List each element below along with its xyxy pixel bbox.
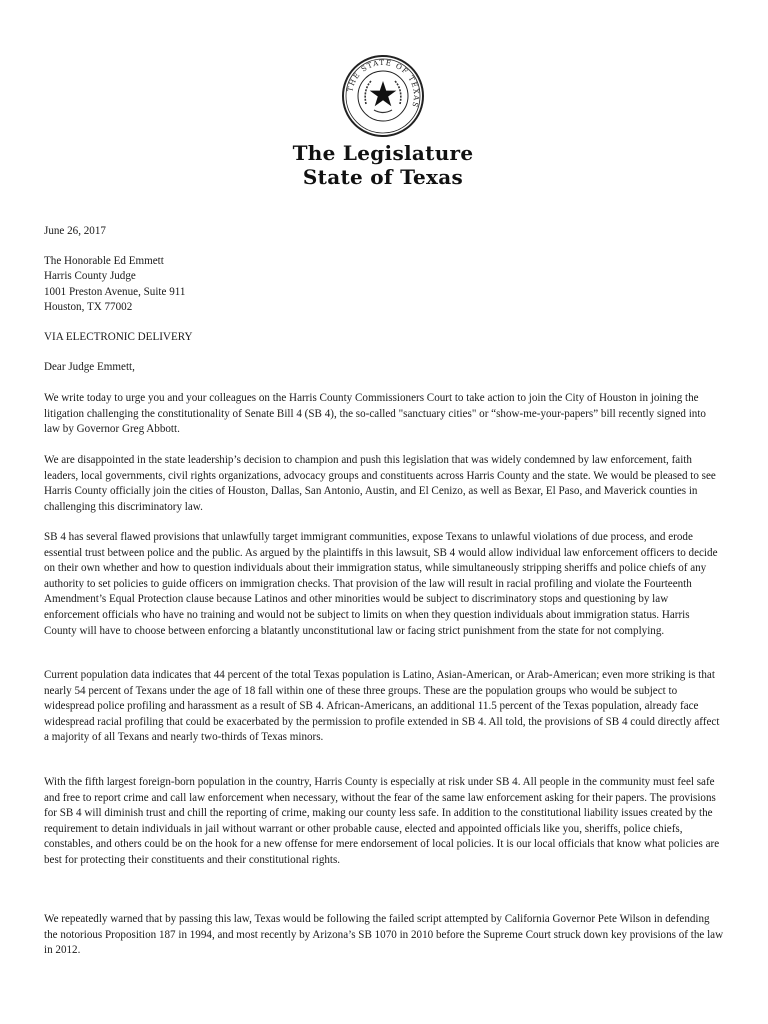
paragraph-1: We write today to urge you and your colleagues on the Harris County Commissioners Court to take action to join the City of Houston in joining the litigation challenging the constitutionality of Senate Bill 4 (SB 4), the so-called "sanctuary cities" or “show-me-your-papers” bill recently signed into law by Governor Greg Abbott. [44, 392, 706, 436]
svg-text:THE STATE OF TEXAS: THE STATE OF TEXAS [345, 57, 422, 110]
salutation: Dear Judge Emmett, [44, 361, 135, 373]
paragraph-5: With the fifth largest foreign-born population in the country, Harris County is especially at risk under SB 4. All people in the community must feel safe and free to report crime and call law enforcement when necessary, without the fear of the same law enforcement asking for their papers. The provisions for SB 4 will diminish trust and chill the reporting of crime, making our county less safe. In addition to the constitutional liability issues created by the requirement to detain individuals in jail without warrant or other probable cause, elected and appointed officials like you, sheriffs, police chiefs, constables, and others could be on the hook for a new offense for mere endorsement of local policies. It is our local officials that know what policies are best for protecting their constituents and their constitutional rights. [44, 776, 720, 866]
recipient-address [44, 254, 724, 315]
recipient-name: The Honorable Ed Emmett [44, 255, 164, 267]
paragraph-3: SB 4 has several flawed provisions that unlawfully target immigrant communities, expose Texans to unlawful violations of due process, and erode essential trust between police and the public. As argued by the plaintiffs in this lawsuit, SB 4 would allow individual law enforcement officers to decide on their own whether and how to question individuals about their immigration status, while simultaneously stripping sheriffs and police chiefs of any authority to set policies to guide officers on immigration checks. That provision of the law will result in racial profiling and violate the Fourteenth Amendment’s Equal Protection clause because Latinos and other minorities would be subject to discriminatory stops and questioning by law enforcement officials who have no training and would not be subject to limits on when they question individuals about immigration status. Harris County will have to choose between enforcing a blatantly unconstitutional law or facing strict punishment from the state for not complying. [44, 531, 718, 637]
letterhead-title: The Legislature [292, 141, 474, 165]
recipient-title: Harris County Judge [44, 270, 136, 283]
delivery-method: VIA ELECTRONIC DELIVERY [44, 331, 193, 343]
paragraph-2: We are disappointed in the state leadership’s decision to champion and push this legislation that was widely condemned by law enforcement, faith leaders, local governments, civil rights organizations, advocacy groups and constituents across Harris County and the state. We would be pleased to see Harris County officially join the cities of Houston, Dallas, San Antonio, Austin, and El Cenizo, as well as Bexar, El Paso, and Maverick counties in challenging this discriminatory law. [44, 454, 716, 513]
letterhead-subtitle: State of Texas [302, 165, 464, 189]
texas-state-seal-icon [341, 54, 425, 138]
paragraph-6: We repeatedly warned that by passing this law, Texas would be following the failed script attempted by California Governor Pete Wilson in defending the notorious Proposition 187 in 1994, and most recently by Arizona’s SB 1070 in 2010 before the Supreme Court struck down key provisions of the law in 2012. [44, 913, 724, 957]
paragraph-4: Current population data indicates that 44 percent of the total Texas population is Latino, Asian-American, or Arab-American; even more striking is that nearly 54 percent of Texans under the age of 18 fall within one of these three groups. These are the population groups who would be subject to widespread police profiling and harassment as a result of SB 4. African-Americans, an additional 11.5 percent of the Texas population, already face widespread racial profiling that could be exacerbated by the permission to profile extended in SB 4. All told, the provisions of SB 4 could directly affect a majority of all Texans and nearly two-thirds of Texas minors. [44, 669, 720, 744]
recipient-city: Houston, TX 77002 [44, 300, 133, 313]
letter-date: June 26, 2017 [44, 225, 106, 237]
recipient-street: 1001 Preston Avenue, Suite 911 [44, 285, 186, 298]
